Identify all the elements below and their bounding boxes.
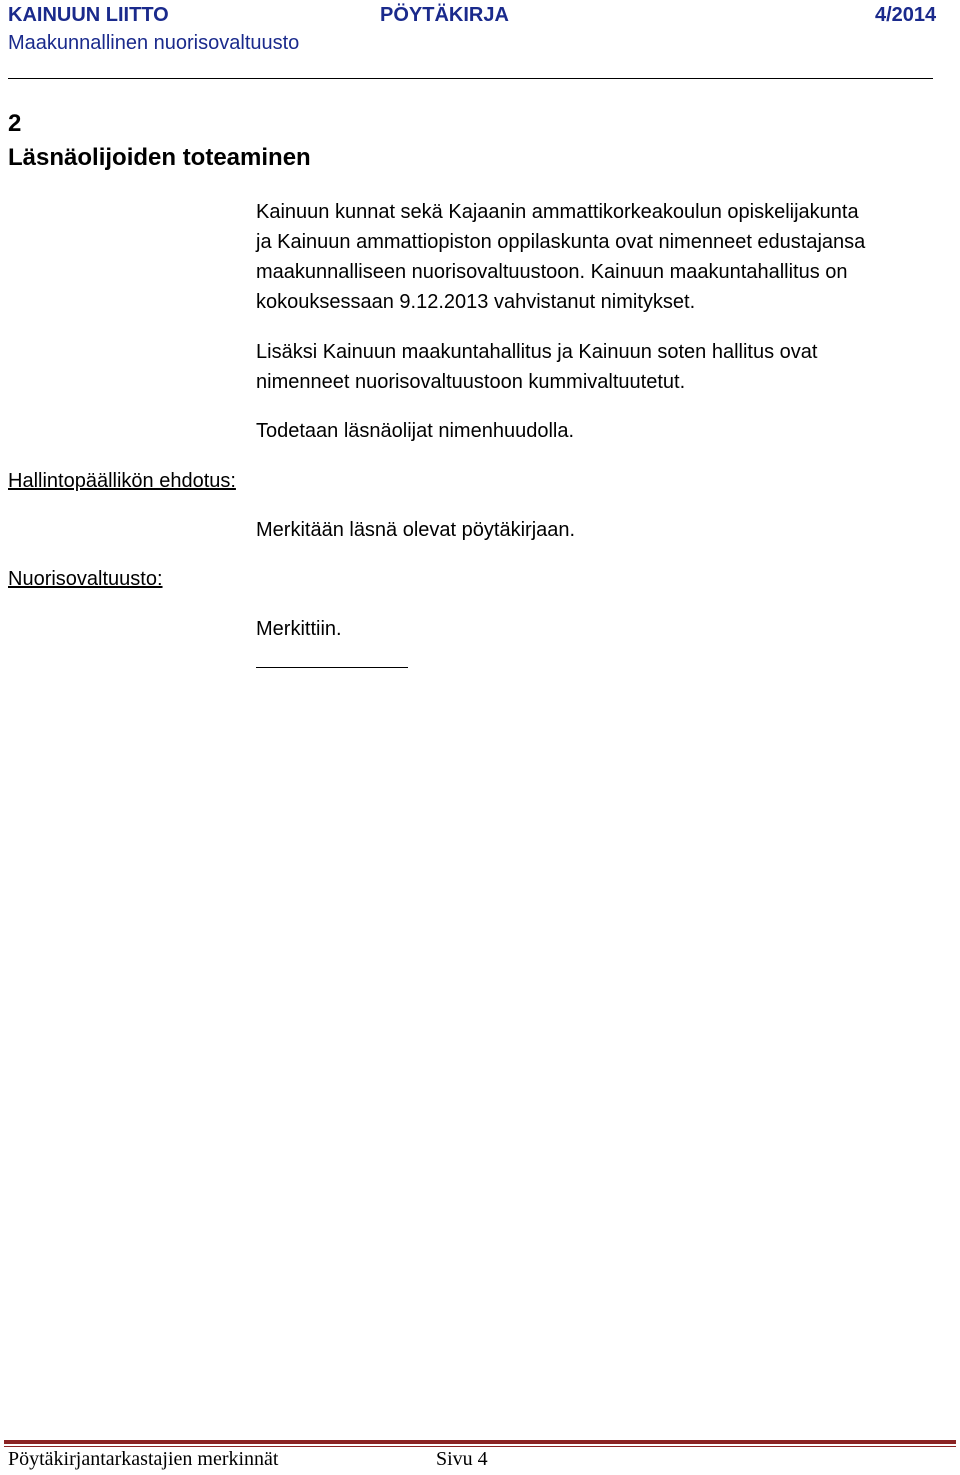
document-type: PÖYTÄKIRJA [380,4,509,26]
paragraph-line: kokouksessaan 9.12.2013 vahvistanut nimitykset. [256,291,696,313]
proposal-text: Merkitään läsnä olevat pöytäkirjaan. [256,519,576,541]
document-number: 4/2014 [875,4,937,26]
organization-name: KAINUUN LIITTO [8,4,169,26]
decision-text: Merkittiin. [256,618,342,640]
footer-divider-thin [4,1446,956,1447]
paragraph-sponsors [256,337,817,397]
decision-label: Nuorisovaltuusto: [8,568,163,590]
paragraph-appointments [256,197,865,317]
paragraph-line: Kainuun kunnat sekä Kajaanin ammattikorkeakoulun opiskelijakunta [256,201,859,223]
paragraph-line: maakunnalliseen nuorisovaltuustoon. Kainuun maakuntahallitus on [256,261,848,283]
section-title: Läsnäolijoiden toteaminen [8,144,311,171]
proposal-label: Hallintopäällikön ehdotus: [8,470,236,492]
paragraph-roll-call: Todetaan läsnäolijat nimenhuudolla. [256,420,575,442]
paragraph-line: ja Kainuun ammattiopiston oppilaskunta ovat nimenneet edustajansa [256,231,866,253]
paragraph-line: nimenneet nuorisovaltuustoon kummivaltuutetut. [256,371,686,393]
footer-divider-thick [4,1440,956,1444]
section-number: 2 [8,110,22,137]
paragraph-line: Lisäksi Kainuun maakuntahallitus ja Kainuun soten hallitus ovat [256,341,818,363]
section-end-rule [256,667,408,668]
footer-reviewers-label: Pöytäkirjantarkastajien merkinnät [8,1448,279,1470]
header-divider [8,78,933,79]
footer-page-number: Sivu 4 [436,1448,488,1470]
body-name: Maakunnallinen nuorisovaltuusto [8,32,300,54]
